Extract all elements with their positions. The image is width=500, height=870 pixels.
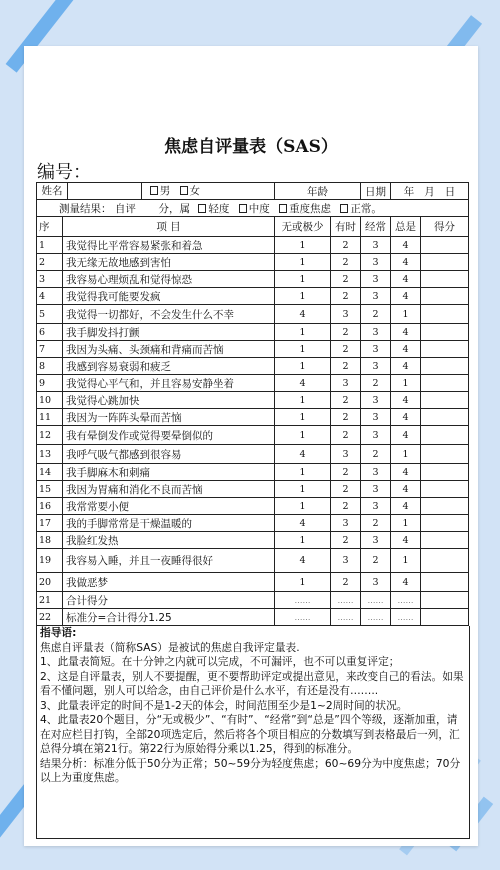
- item-number: 6: [37, 324, 63, 341]
- checkbox-icon: [239, 204, 247, 213]
- score-often[interactable]: 3: [361, 392, 391, 409]
- item-number: 18: [37, 532, 63, 549]
- document-page: [24, 46, 478, 846]
- score-cell[interactable]: [421, 341, 469, 358]
- score-cell[interactable]: [421, 532, 469, 549]
- score-cell[interactable]: [421, 271, 469, 288]
- item-number: 7: [37, 341, 63, 358]
- score-none[interactable]: 1: [275, 324, 331, 341]
- table-row: [37, 358, 469, 375]
- score-none[interactable]: 4: [275, 549, 331, 573]
- score-always[interactable]: 4: [391, 271, 421, 288]
- item-number: 1: [37, 237, 63, 254]
- item-text: 我容易心理烦乱和觉得惊恐: [63, 271, 275, 288]
- score-sometimes[interactable]: 2: [331, 498, 361, 515]
- score-cell[interactable]: [421, 375, 469, 392]
- blank-dash: ……: [275, 592, 331, 609]
- total-row: [37, 592, 469, 609]
- score-often[interactable]: 3: [361, 426, 391, 445]
- score-often[interactable]: 3: [361, 532, 391, 549]
- item-number: 8: [37, 358, 63, 375]
- blank-dash: ……: [331, 592, 361, 609]
- score-always[interactable]: 4: [391, 498, 421, 515]
- item-text: 我脸红发热: [63, 532, 275, 549]
- score-sometimes[interactable]: 2: [331, 254, 361, 271]
- item-text: 我有晕倒发作或觉得要晕倒似的: [63, 426, 275, 445]
- score-often[interactable]: 3: [361, 464, 391, 481]
- score-cell[interactable]: [421, 426, 469, 445]
- score-none[interactable]: 1: [275, 498, 331, 515]
- score-always[interactable]: 4: [391, 464, 421, 481]
- item-number: 14: [37, 464, 63, 481]
- checkbox-icon: [198, 204, 206, 213]
- score-always[interactable]: 4: [391, 409, 421, 426]
- table-row: [37, 324, 469, 341]
- table-row: [37, 271, 469, 288]
- blank-dash: ……: [391, 592, 421, 609]
- score-sometimes[interactable]: 2: [331, 532, 361, 549]
- item-text: 我因为头痛、头颈痛和背痛而苦恼: [63, 341, 275, 358]
- header-sometimes: 有时: [331, 217, 361, 237]
- table-row: [37, 409, 469, 426]
- score-sometimes[interactable]: 2: [331, 426, 361, 445]
- score-often[interactable]: 3: [361, 254, 391, 271]
- total-row: [37, 609, 469, 626]
- item-number: 11: [37, 409, 63, 426]
- score-sometimes[interactable]: 2: [331, 271, 361, 288]
- score-often[interactable]: 2: [361, 515, 391, 532]
- score-none[interactable]: 1: [275, 426, 331, 445]
- score-cell[interactable]: [421, 515, 469, 532]
- score-sometimes[interactable]: 2: [331, 464, 361, 481]
- score-always[interactable]: 4: [391, 426, 421, 445]
- blank-dash: ……: [275, 609, 331, 626]
- blank-dash: ……: [391, 609, 421, 626]
- score-sometimes[interactable]: 2: [331, 288, 361, 305]
- result-label: 测量结果： 自评: [59, 202, 136, 215]
- score-sometimes[interactable]: 2: [331, 392, 361, 409]
- header-often: 经常: [361, 217, 391, 237]
- score-none[interactable]: 1: [275, 464, 331, 481]
- table-row: [37, 341, 469, 358]
- score-none[interactable]: 1: [275, 271, 331, 288]
- score-always[interactable]: 4: [391, 481, 421, 498]
- item-number: 5: [37, 305, 63, 324]
- score-cell[interactable]: [421, 498, 469, 515]
- score-sometimes[interactable]: 2: [331, 358, 361, 375]
- item-number: 16: [37, 498, 63, 515]
- score-cell[interactable]: [421, 409, 469, 426]
- score-always[interactable]: 4: [391, 288, 421, 305]
- score-sometimes[interactable]: 2: [331, 341, 361, 358]
- score-often[interactable]: 3: [361, 409, 391, 426]
- score-always[interactable]: 4: [391, 324, 421, 341]
- table-row: [37, 481, 469, 498]
- checkbox-icon: [279, 204, 287, 213]
- serial-number-label: 编号：: [37, 162, 91, 183]
- score-sometimes[interactable]: 2: [331, 237, 361, 254]
- item-number: 4: [37, 288, 63, 305]
- item-number: 10: [37, 392, 63, 409]
- score-none[interactable]: 1: [275, 392, 331, 409]
- score-always[interactable]: 1: [391, 549, 421, 573]
- item-text: 我觉得我可能要发疯: [63, 288, 275, 305]
- score-sometimes[interactable]: 2: [331, 573, 361, 592]
- item-text: 我呼气吸气都感到很容易: [63, 445, 275, 464]
- table-row: [37, 305, 469, 324]
- score-cell[interactable]: [421, 445, 469, 464]
- table-row: [37, 254, 469, 271]
- instructions-heading: 指导语:: [40, 626, 77, 639]
- item-text: 我无缘无故地感到害怕: [63, 254, 275, 271]
- header-score: 得分: [421, 217, 469, 237]
- score-none[interactable]: 4: [275, 515, 331, 532]
- score-always[interactable]: 1: [391, 305, 421, 324]
- sas-table: [36, 182, 469, 626]
- score-often[interactable]: 3: [361, 341, 391, 358]
- item-number: 19: [37, 549, 63, 573]
- item-text: 我容易入睡，并且一夜睡得很好: [63, 549, 275, 573]
- table-row: [37, 237, 469, 254]
- score-none[interactable]: 1: [275, 288, 331, 305]
- score-often[interactable]: 3: [361, 288, 391, 305]
- score-cell[interactable]: [421, 573, 469, 592]
- info-row: [37, 183, 469, 200]
- table-row: [37, 464, 469, 481]
- score-often[interactable]: 3: [361, 324, 391, 341]
- instructions-paragraph: 2、这是自评量表，别人不要提醒，更不要帮助评定或提出意见，来改变自己的看法。如果看不懂问题，别人可以给念，由自己评价是什么水平，有还是没有……..: [40, 669, 464, 697]
- score-none[interactable]: 1: [275, 254, 331, 271]
- page-title: 焦虑自评量表（SAS）: [164, 137, 338, 157]
- score-none[interactable]: 4: [275, 305, 331, 324]
- result-row: [37, 200, 469, 217]
- score-sometimes[interactable]: 2: [331, 481, 361, 498]
- item-text: 我觉得心跳加快: [63, 392, 275, 409]
- score-always[interactable]: 1: [391, 515, 421, 532]
- score-always[interactable]: 4: [391, 573, 421, 592]
- table-row: [37, 573, 469, 592]
- score-always[interactable]: 4: [391, 254, 421, 271]
- date-label: 日期: [361, 183, 391, 200]
- score-often[interactable]: 3: [361, 573, 391, 592]
- item-text: 我常常要小便: [63, 498, 275, 515]
- item-number: 22: [37, 609, 63, 626]
- female-option[interactable]: 女: [180, 185, 201, 197]
- male-option[interactable]: 男: [150, 185, 171, 197]
- item-number: 15: [37, 481, 63, 498]
- item-number: 2: [37, 254, 63, 271]
- item-text: 我因为胃痛和消化不良而苦恼: [63, 481, 275, 498]
- checkbox-icon: [340, 204, 348, 213]
- name-label: 姓名: [37, 183, 68, 199]
- table-row: [37, 515, 469, 532]
- score-sometimes[interactable]: 3: [331, 305, 361, 324]
- score-always[interactable]: 4: [391, 392, 421, 409]
- score-sometimes[interactable]: 3: [331, 549, 361, 573]
- score-none[interactable]: 1: [275, 532, 331, 549]
- score-sometimes[interactable]: 2: [331, 409, 361, 426]
- score-none[interactable]: 4: [275, 445, 331, 464]
- score-often[interactable]: 3: [361, 358, 391, 375]
- table-row: [37, 288, 469, 305]
- header-row: [37, 217, 469, 237]
- total-label: 标准分=合计得分1.25: [63, 609, 275, 626]
- score-none[interactable]: 1: [275, 409, 331, 426]
- item-text: 我手脚麻木和刺痛: [63, 464, 275, 481]
- score-always[interactable]: 1: [391, 375, 421, 392]
- month-label: 月: [424, 185, 435, 198]
- item-number: 13: [37, 445, 63, 464]
- score-always[interactable]: 4: [391, 341, 421, 358]
- item-text: 我的手脚常常是干燥温暖的: [63, 515, 275, 532]
- item-text: 我觉得比平常容易紧张和着急: [63, 237, 275, 254]
- result-unit: 分，属: [158, 202, 191, 215]
- table-row: [37, 392, 469, 409]
- item-number: 17: [37, 515, 63, 532]
- table-row: [37, 375, 469, 392]
- score-often[interactable]: 2: [361, 375, 391, 392]
- score-cell[interactable]: [421, 392, 469, 409]
- table-row: [37, 549, 469, 573]
- total-label: 合计得分: [63, 592, 275, 609]
- header-always: 总是: [391, 217, 421, 237]
- year-label: 年: [403, 185, 415, 198]
- instructions-paragraph: 3、此量表评定的时间不是1-2天的体会，时间范围至少是1~2周时间的状况。: [40, 698, 408, 712]
- score-none[interactable]: 1: [275, 358, 331, 375]
- header-item: 项 目: [63, 217, 275, 237]
- table-row: [37, 426, 469, 445]
- score-often[interactable]: 3: [361, 271, 391, 288]
- instructions: [36, 626, 470, 839]
- score-always[interactable]: 4: [391, 532, 421, 549]
- score-none[interactable]: 1: [275, 341, 331, 358]
- table-row: [37, 498, 469, 515]
- instructions-paragraph: 焦虑自评量表（简称SAS）是被试的焦虑自我评定量表.: [40, 640, 300, 654]
- day-label: 日: [444, 185, 456, 198]
- blank-dash: ……: [331, 609, 361, 626]
- item-text: 我做恶梦: [63, 573, 275, 592]
- score-sometimes[interactable]: 2: [331, 324, 361, 341]
- checkbox-icon: [180, 186, 188, 195]
- score-sometimes[interactable]: 3: [331, 515, 361, 532]
- score-often[interactable]: 3: [361, 498, 391, 515]
- score-none[interactable]: 1: [275, 237, 331, 254]
- blank-dash: ……: [361, 609, 391, 626]
- score-none[interactable]: 1: [275, 573, 331, 592]
- item-text: 我因为一阵阵头晕而苦恼: [63, 409, 275, 426]
- instructions-paragraph: 1、此量表简短。在十分钟之内就可以完成，不可漏评，也不可以重复评定；: [40, 655, 400, 668]
- instructions-paragraph: 4、此量表20个题目，分“无或极少”、“有时”、“经常”到“总是”四个等级，逐渐加重，请在对应栏目打钩，全部20项选定后，然后将各个项目相应的分数填写到表格最后一列，汇总得分填在第21行。第22行为原始得分乘以1.25，得到的标准分。: [40, 713, 460, 755]
- score-always[interactable]: 1: [391, 445, 421, 464]
- checkbox-icon: [150, 186, 158, 195]
- score-often[interactable]: 3: [361, 481, 391, 498]
- table-row: [37, 532, 469, 549]
- score-always[interactable]: 4: [391, 237, 421, 254]
- score-always[interactable]: 4: [391, 358, 421, 375]
- item-number: 9: [37, 375, 63, 392]
- instructions-paragraph: 结果分析：标准分低于50分为正常；50~59分为轻度焦虑；60~69分为中度焦虑；70分以上为重度焦虑。: [40, 756, 461, 784]
- normal-option[interactable]: 正常。: [340, 203, 382, 215]
- item-number: 3: [37, 271, 63, 288]
- score-cell[interactable]: [421, 254, 469, 271]
- score-often[interactable]: 3: [361, 237, 391, 254]
- item-text: 我觉得心平气和，并且容易安静坐着: [63, 375, 275, 392]
- score-cell[interactable]: [421, 481, 469, 498]
- item-text: 我手脚发抖打颤: [63, 324, 275, 341]
- item-text: 我感到容易衰弱和疲乏: [63, 358, 275, 375]
- item-number: 20: [37, 573, 63, 592]
- item-number: 21: [37, 592, 63, 609]
- score-cell[interactable]: [421, 288, 469, 305]
- mild-option[interactable]: 轻度: [198, 203, 229, 215]
- score-cell[interactable]: [421, 237, 469, 254]
- item-number: 12: [37, 426, 63, 445]
- score-cell[interactable]: [421, 549, 469, 573]
- total-score-cell[interactable]: [421, 592, 469, 609]
- score-sometimes[interactable]: 3: [331, 445, 361, 464]
- item-text: 我觉得一切都好，不会发生什么不幸: [63, 305, 275, 324]
- score-often[interactable]: 2: [361, 305, 391, 324]
- score-none[interactable]: 1: [275, 481, 331, 498]
- score-often[interactable]: 2: [361, 549, 391, 573]
- score-cell[interactable]: [421, 464, 469, 481]
- moderate-option[interactable]: 中度: [239, 203, 270, 215]
- score-cell[interactable]: [421, 358, 469, 375]
- header-none: 无或极少: [275, 217, 331, 237]
- age-label: 年龄: [275, 183, 361, 200]
- score-sometimes[interactable]: 3: [331, 375, 361, 392]
- table-row: [37, 445, 469, 464]
- score-none[interactable]: 4: [275, 375, 331, 392]
- header-seq: 序: [37, 217, 63, 237]
- score-cell[interactable]: [421, 324, 469, 341]
- total-score-cell[interactable]: [421, 609, 469, 626]
- score-cell[interactable]: [421, 305, 469, 324]
- score-often[interactable]: 2: [361, 445, 391, 464]
- blank-dash: ……: [361, 592, 391, 609]
- severe-option[interactable]: 重度焦虑: [279, 203, 331, 215]
